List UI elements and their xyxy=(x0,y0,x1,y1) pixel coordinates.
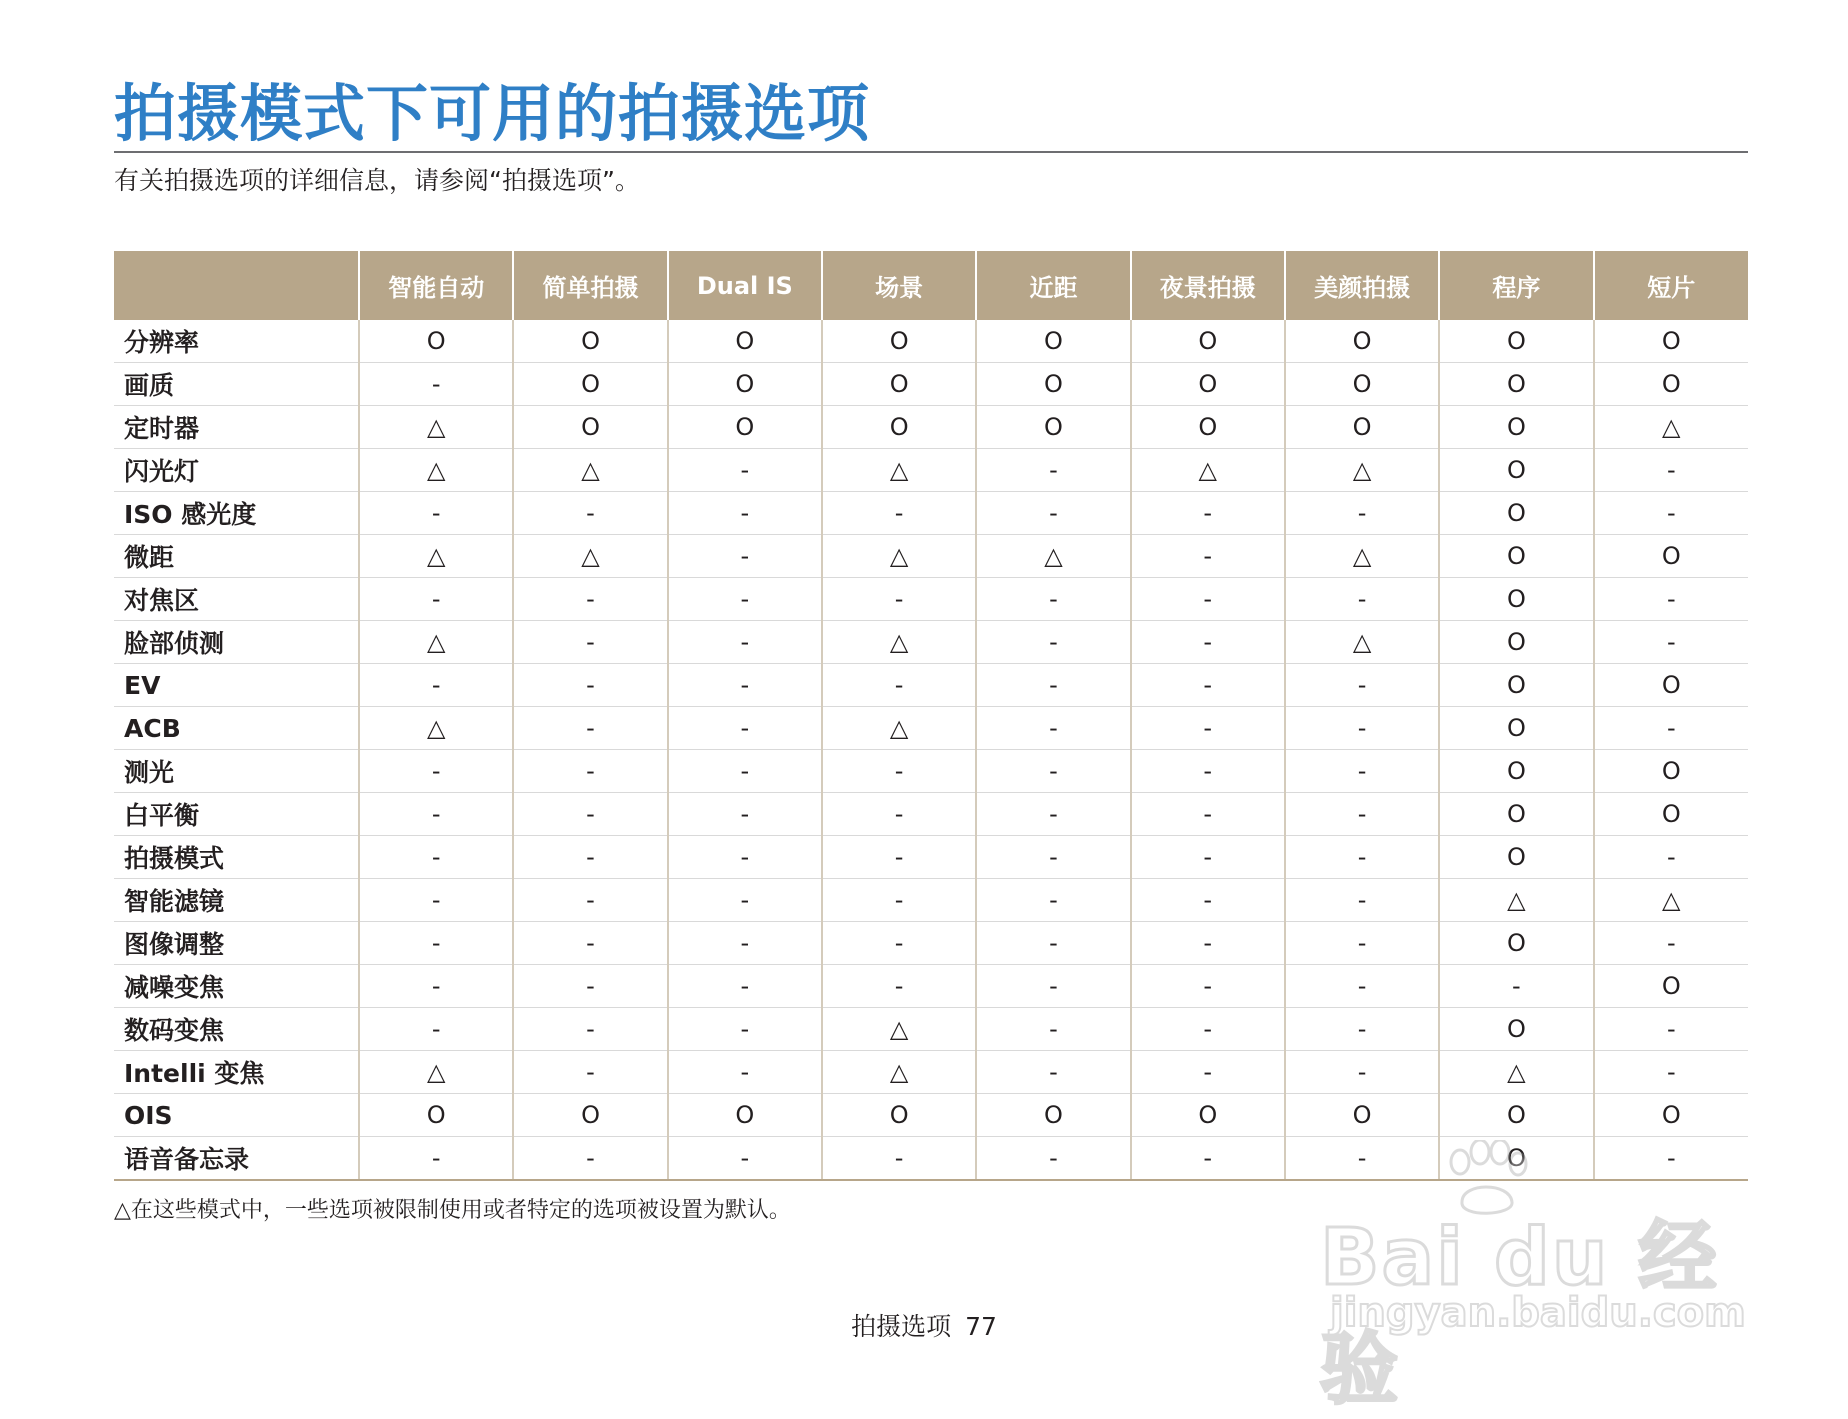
row-label: 脸部侦测 xyxy=(114,621,359,664)
availability-cell: O xyxy=(1439,406,1593,449)
availability-cell: △ xyxy=(822,707,976,750)
availability-cell: - xyxy=(668,922,822,965)
availability-cell: - xyxy=(359,664,513,707)
availability-cell: - xyxy=(513,707,667,750)
availability-cell: △ xyxy=(1594,879,1748,922)
availability-cell: - xyxy=(668,492,822,535)
availability-cell: O xyxy=(976,406,1130,449)
table-corner-cell xyxy=(114,251,359,320)
availability-cell: O xyxy=(1439,750,1593,793)
availability-cell: △ xyxy=(1439,879,1593,922)
table-row xyxy=(114,1051,1748,1094)
availability-cell: - xyxy=(359,1008,513,1051)
availability-cell: - xyxy=(1285,793,1439,836)
availability-cell: O xyxy=(1594,363,1748,406)
availability-cell: △ xyxy=(359,707,513,750)
availability-cell: - xyxy=(668,578,822,621)
availability-cell: - xyxy=(1285,1137,1439,1181)
availability-cell: - xyxy=(1285,965,1439,1008)
availability-cell: - xyxy=(976,621,1130,664)
availability-cell: - xyxy=(976,1008,1130,1051)
availability-cell: - xyxy=(1285,492,1439,535)
availability-cell: - xyxy=(1131,965,1285,1008)
availability-cell: - xyxy=(1594,1008,1748,1051)
shooting-options-table xyxy=(114,251,1748,1181)
availability-cell: - xyxy=(1131,793,1285,836)
row-label: 拍摄模式 xyxy=(114,836,359,879)
availability-cell: - xyxy=(359,1137,513,1181)
availability-cell: - xyxy=(359,922,513,965)
column-header: 简单拍摄 xyxy=(513,251,667,320)
availability-cell: - xyxy=(1131,621,1285,664)
table-row xyxy=(114,320,1748,363)
column-header: 美颜拍摄 xyxy=(1285,251,1439,320)
availability-cell: O xyxy=(1131,1094,1285,1137)
column-header: 智能自动 xyxy=(359,251,513,320)
availability-cell: - xyxy=(976,664,1130,707)
availability-cell: △ xyxy=(1439,1051,1593,1094)
availability-cell: - xyxy=(976,1051,1130,1094)
title-divider xyxy=(114,151,1748,153)
availability-cell: O xyxy=(976,1094,1130,1137)
availability-cell: O xyxy=(1285,320,1439,363)
availability-cell: - xyxy=(513,793,667,836)
availability-cell: - xyxy=(359,965,513,1008)
page-subtitle: 有关拍摄选项的详细信息，请参阅“拍摄选项”。 xyxy=(114,166,640,195)
availability-cell: - xyxy=(1285,836,1439,879)
table-header-row xyxy=(114,251,1748,320)
column-header: 场景 xyxy=(822,251,976,320)
availability-cell: △ xyxy=(822,449,976,492)
availability-cell: △ xyxy=(359,449,513,492)
availability-cell: O xyxy=(1285,406,1439,449)
availability-cell: O xyxy=(1439,578,1593,621)
table-row xyxy=(114,621,1748,664)
availability-cell: O xyxy=(1439,320,1593,363)
availability-cell: - xyxy=(822,836,976,879)
availability-cell: O xyxy=(1594,535,1748,578)
availability-cell: - xyxy=(513,492,667,535)
availability-cell: - xyxy=(1131,1051,1285,1094)
availability-cell: O xyxy=(668,1094,822,1137)
availability-cell: - xyxy=(1285,1008,1439,1051)
availability-cell: - xyxy=(976,836,1130,879)
availability-cell: O xyxy=(1439,922,1593,965)
availability-cell: - xyxy=(822,793,976,836)
table-row xyxy=(114,1008,1748,1051)
page-title: 拍摄模式下可用的拍摄选项 xyxy=(114,77,871,150)
availability-cell: - xyxy=(668,750,822,793)
availability-cell: - xyxy=(822,922,976,965)
page-number: 77 xyxy=(965,1312,997,1341)
availability-cell: O xyxy=(1439,363,1593,406)
availability-cell: - xyxy=(1594,449,1748,492)
availability-cell: - xyxy=(822,578,976,621)
table-row xyxy=(114,1137,1748,1181)
table-row xyxy=(114,492,1748,535)
column-header: 夜景拍摄 xyxy=(1131,251,1285,320)
availability-cell: - xyxy=(359,836,513,879)
row-label: Intelli 变焦 xyxy=(114,1051,359,1094)
row-label: 微距 xyxy=(114,535,359,578)
availability-cell: - xyxy=(976,1137,1130,1181)
availability-cell: - xyxy=(1594,492,1748,535)
row-label: 测光 xyxy=(114,750,359,793)
availability-cell: O xyxy=(822,1094,976,1137)
availability-cell: O xyxy=(1285,1094,1439,1137)
availability-cell: - xyxy=(1131,836,1285,879)
table-row xyxy=(114,363,1748,406)
availability-cell: - xyxy=(1131,879,1285,922)
availability-cell: O xyxy=(1594,793,1748,836)
availability-cell: - xyxy=(513,1008,667,1051)
availability-cell: - xyxy=(513,965,667,1008)
availability-cell: - xyxy=(513,750,667,793)
availability-cell: - xyxy=(1131,664,1285,707)
table-row xyxy=(114,449,1748,492)
column-header: 短片 xyxy=(1594,251,1748,320)
availability-cell: O xyxy=(513,363,667,406)
availability-cell: - xyxy=(976,922,1130,965)
availability-cell: O xyxy=(1439,492,1593,535)
availability-cell: - xyxy=(1285,922,1439,965)
availability-cell: - xyxy=(976,707,1130,750)
availability-cell: - xyxy=(359,879,513,922)
table-row xyxy=(114,922,1748,965)
table-row xyxy=(114,793,1748,836)
row-label: ISO 感光度 xyxy=(114,492,359,535)
availability-cell: △ xyxy=(1285,535,1439,578)
availability-cell: - xyxy=(668,1008,822,1051)
column-header: 程序 xyxy=(1439,251,1593,320)
footer-section-title: 拍摄选项 xyxy=(851,1312,952,1341)
availability-cell: △ xyxy=(1131,449,1285,492)
availability-cell: - xyxy=(822,965,976,1008)
availability-cell: △ xyxy=(359,1051,513,1094)
watermark-url: jingyan.baidu.com xyxy=(1330,1290,1746,1336)
availability-cell: - xyxy=(1131,922,1285,965)
column-header: 近距 xyxy=(976,251,1130,320)
availability-cell: O xyxy=(976,320,1130,363)
row-label: EV xyxy=(114,664,359,707)
column-header: Dual IS xyxy=(668,251,822,320)
availability-cell: O xyxy=(668,406,822,449)
availability-cell: - xyxy=(1285,750,1439,793)
row-label: 语音备忘录 xyxy=(114,1137,359,1181)
availability-cell: O xyxy=(359,1094,513,1137)
availability-cell: - xyxy=(513,879,667,922)
availability-cell: - xyxy=(513,664,667,707)
row-label: 智能滤镜 xyxy=(114,879,359,922)
availability-cell: △ xyxy=(822,621,976,664)
availability-cell: O xyxy=(976,363,1130,406)
row-label: 减噪变焦 xyxy=(114,965,359,1008)
availability-cell: O xyxy=(1439,621,1593,664)
availability-cell: - xyxy=(1285,578,1439,621)
table-row xyxy=(114,1094,1748,1137)
row-label: 闪光灯 xyxy=(114,449,359,492)
availability-cell: - xyxy=(1594,922,1748,965)
availability-cell: - xyxy=(1285,664,1439,707)
availability-cell: - xyxy=(668,965,822,1008)
availability-cell: - xyxy=(1131,492,1285,535)
table-row xyxy=(114,965,1748,1008)
availability-cell: - xyxy=(976,578,1130,621)
availability-cell: △ xyxy=(513,449,667,492)
availability-cell: O xyxy=(1439,535,1593,578)
availability-cell: - xyxy=(359,578,513,621)
availability-cell: O xyxy=(359,320,513,363)
table-row xyxy=(114,578,1748,621)
availability-cell: - xyxy=(976,750,1130,793)
availability-cell: △ xyxy=(359,406,513,449)
availability-cell: △ xyxy=(1285,621,1439,664)
table-row xyxy=(114,535,1748,578)
row-label: 数码变焦 xyxy=(114,1008,359,1051)
availability-cell: - xyxy=(976,965,1130,1008)
availability-cell: - xyxy=(513,578,667,621)
availability-cell: - xyxy=(976,492,1130,535)
availability-cell: O xyxy=(822,320,976,363)
table-row xyxy=(114,664,1748,707)
availability-cell: O xyxy=(822,406,976,449)
availability-cell: - xyxy=(1594,621,1748,664)
availability-cell: O xyxy=(1594,320,1748,363)
availability-cell: O xyxy=(1439,707,1593,750)
availability-cell: - xyxy=(668,664,822,707)
availability-cell: △ xyxy=(359,621,513,664)
availability-cell: - xyxy=(1131,1137,1285,1181)
availability-cell: - xyxy=(822,664,976,707)
availability-cell: - xyxy=(668,836,822,879)
row-label: ACB xyxy=(114,707,359,750)
availability-cell: O xyxy=(513,1094,667,1137)
row-label: 定时器 xyxy=(114,406,359,449)
availability-cell: △ xyxy=(822,535,976,578)
row-label: 图像调整 xyxy=(114,922,359,965)
availability-cell: O xyxy=(668,320,822,363)
availability-cell: - xyxy=(822,750,976,793)
availability-cell: O xyxy=(1594,750,1748,793)
availability-cell: - xyxy=(359,492,513,535)
availability-cell: - xyxy=(359,793,513,836)
availability-cell: - xyxy=(359,363,513,406)
availability-cell: - xyxy=(1131,750,1285,793)
availability-cell: O xyxy=(822,363,976,406)
availability-cell: △ xyxy=(976,535,1130,578)
page-footer xyxy=(0,1310,1848,1344)
availability-cell: △ xyxy=(822,1008,976,1051)
availability-cell: - xyxy=(668,449,822,492)
availability-cell: O xyxy=(1594,1094,1748,1137)
availability-cell: O xyxy=(1594,965,1748,1008)
availability-cell: - xyxy=(822,1137,976,1181)
availability-cell: O xyxy=(1131,406,1285,449)
table-row xyxy=(114,836,1748,879)
availability-cell: - xyxy=(668,1051,822,1094)
availability-cell: - xyxy=(1594,707,1748,750)
availability-cell: - xyxy=(1131,535,1285,578)
table-body xyxy=(114,320,1748,1180)
availability-cell: - xyxy=(513,922,667,965)
availability-cell: O xyxy=(1131,363,1285,406)
availability-cell: O xyxy=(1439,1137,1593,1181)
availability-cell: O xyxy=(1439,664,1593,707)
availability-cell: O xyxy=(1439,793,1593,836)
availability-cell: - xyxy=(976,879,1130,922)
row-label: OIS xyxy=(114,1094,359,1137)
availability-cell: - xyxy=(359,750,513,793)
availability-cell: - xyxy=(1285,1051,1439,1094)
availability-cell: O xyxy=(1131,320,1285,363)
availability-cell: O xyxy=(1439,1094,1593,1137)
availability-cell: - xyxy=(1131,707,1285,750)
availability-cell: △ xyxy=(822,1051,976,1094)
row-label: 对焦区 xyxy=(114,578,359,621)
availability-cell: O xyxy=(668,363,822,406)
availability-cell: - xyxy=(1285,879,1439,922)
availability-cell: - xyxy=(513,836,667,879)
table-row xyxy=(114,750,1748,793)
availability-cell: - xyxy=(668,793,822,836)
availability-cell: - xyxy=(1131,1008,1285,1051)
availability-cell: - xyxy=(513,621,667,664)
availability-cell: O xyxy=(513,406,667,449)
availability-cell: - xyxy=(822,492,976,535)
row-label: 分辨率 xyxy=(114,320,359,363)
availability-cell: - xyxy=(668,879,822,922)
watermark-logo: Bai du 经验 xyxy=(1320,1213,1719,1415)
availability-cell: - xyxy=(1594,1137,1748,1181)
availability-cell: - xyxy=(976,449,1130,492)
availability-cell: △ xyxy=(1594,406,1748,449)
availability-cell: - xyxy=(1439,965,1593,1008)
availability-cell: - xyxy=(668,535,822,578)
availability-cell: O xyxy=(1594,664,1748,707)
availability-cell: - xyxy=(668,1137,822,1181)
availability-cell: - xyxy=(668,707,822,750)
table-row xyxy=(114,406,1748,449)
availability-cell: O xyxy=(1439,449,1593,492)
availability-cell: △ xyxy=(359,535,513,578)
availability-cell: - xyxy=(513,1051,667,1094)
availability-cell: - xyxy=(668,621,822,664)
table-row xyxy=(114,879,1748,922)
availability-cell: - xyxy=(822,879,976,922)
availability-cell: O xyxy=(1439,1008,1593,1051)
availability-cell: - xyxy=(1131,578,1285,621)
table-row xyxy=(114,707,1748,750)
availability-cell: - xyxy=(1594,836,1748,879)
availability-cell: △ xyxy=(1285,449,1439,492)
availability-cell: △ xyxy=(513,535,667,578)
availability-cell: - xyxy=(513,1137,667,1181)
availability-cell: O xyxy=(513,320,667,363)
row-label: 画质 xyxy=(114,363,359,406)
availability-cell: - xyxy=(1594,578,1748,621)
footnote: △在这些模式中，一些选项被限制使用或者特定的选项被设置为默认。 xyxy=(114,1198,791,1223)
availability-cell: - xyxy=(1594,1051,1748,1094)
row-label: 白平衡 xyxy=(114,793,359,836)
availability-cell: - xyxy=(1285,707,1439,750)
availability-cell: O xyxy=(1285,363,1439,406)
availability-cell: O xyxy=(1439,836,1593,879)
availability-cell: - xyxy=(976,793,1130,836)
